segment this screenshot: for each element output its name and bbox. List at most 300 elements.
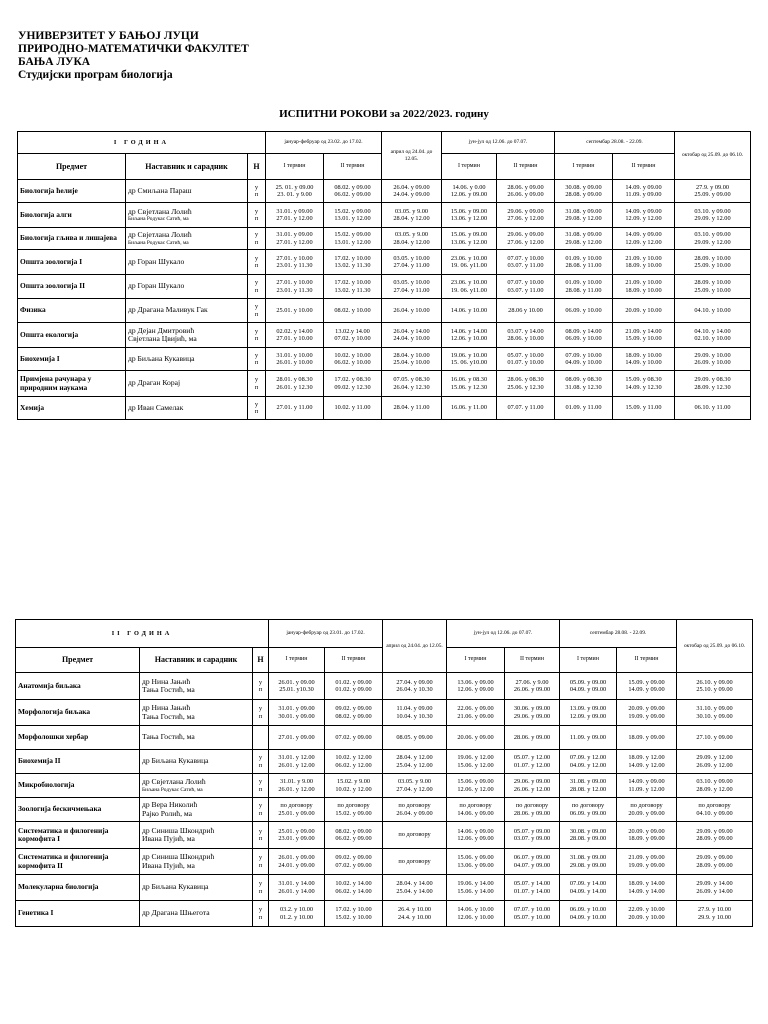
exam-date-line: 30.08. у 09.00	[565, 183, 602, 191]
exam-date-line: 07.07. у 11.00	[507, 404, 544, 412]
exam-date-line: 29.06. у 09.00	[507, 231, 544, 239]
exam-date-line: 12.09. у 12.00	[625, 215, 662, 222]
exam-date	[560, 849, 617, 875]
exam-date-line: 26.06. у 09.00	[507, 191, 544, 198]
exam-date-line: 27.06. у 12.00	[507, 238, 544, 246]
exam-date-line: 03.2. у 10.00	[279, 906, 314, 914]
teacher-name: др Свјетлана Лолић	[128, 230, 192, 240]
exam-date-line: 09.02. у 09.00	[335, 705, 372, 713]
exam-date	[555, 371, 613, 397]
exam-date-line: 27.9. у 09.00	[695, 183, 730, 191]
exam-date-line: 05.07. у 10.00	[513, 913, 551, 921]
exam-date-line: 19. 06. у11.00	[451, 286, 487, 294]
exam-date-line: 14.09. у 09.00	[625, 231, 662, 239]
exam-date-line: 21.09. у 09.00	[628, 854, 665, 862]
exam-date-line: 25.01. у 09.00	[278, 827, 315, 835]
exam-date-line: 14.09. у 12.30	[625, 383, 662, 391]
exam-date	[560, 774, 617, 798]
exam-date-line: 04.10. у 10.00	[694, 306, 731, 314]
faculty-name: ПРИРОДНО-МАТЕМАТИЧКИ ФАКУЛТЕТ	[18, 43, 249, 55]
exam-date-line: 07.02. у 09.00	[335, 733, 372, 741]
exam-date-line: 19. 06. у11.00	[451, 262, 487, 269]
exam-date	[269, 673, 325, 700]
table-row	[18, 275, 751, 299]
exam-date-line: 07.09. у 10.00	[565, 351, 602, 359]
exam-date-line: по договору	[698, 802, 731, 810]
exam-date-line: 26.01. у 14.00	[278, 887, 315, 895]
teaching-type-label: п	[258, 913, 263, 921]
exam-date-line: 20.09. у 10.00	[625, 306, 662, 314]
exam-date	[675, 348, 751, 371]
table-row	[16, 726, 753, 750]
exam-date	[324, 250, 382, 275]
exam-date	[325, 901, 383, 927]
subject-name: Општа зоологија II	[18, 275, 126, 299]
exam-date	[505, 822, 560, 849]
exam-date	[505, 774, 560, 798]
teacher-name: Ивана Пујић, ма	[142, 834, 195, 843]
exam-date-line: 06.09. у 10.00	[569, 906, 607, 914]
exam-date-line: 18.09. у 10.00	[625, 351, 662, 359]
exam-date	[442, 371, 497, 397]
exam-date	[505, 726, 560, 750]
exam-date	[325, 774, 383, 798]
period-header: октобар од 25.09. до 06.10.	[677, 620, 753, 673]
exam-date	[447, 798, 505, 822]
exam-date	[382, 397, 442, 420]
exam-date-line: 28.09. у 10.00	[694, 279, 731, 287]
exam-date-line: 28.01. у 08.30	[276, 376, 313, 384]
exam-date-line: 29.09. у 09.00	[696, 827, 733, 835]
exam-date	[266, 275, 324, 299]
exam-table-year-1	[17, 131, 751, 420]
exam-date	[617, 798, 677, 822]
table-row	[16, 822, 753, 849]
exam-date-line: 15.02. у 10.00	[335, 913, 372, 921]
exam-date-line: 15.06. у 12.30	[450, 383, 488, 391]
exam-date-line: 14.06. у 09.00	[457, 827, 494, 835]
table-row	[18, 323, 751, 348]
exam-date-line: 02.02. у 14.00	[276, 327, 313, 335]
exam-date	[505, 750, 560, 774]
exam-date-line: 15.06. у 09.00	[457, 778, 494, 786]
exam-date-line: 31.01. у 10.00	[276, 351, 313, 359]
exam-date-line: 03.10. у 09.00	[694, 231, 731, 239]
exam-date	[613, 348, 675, 371]
teaching-type	[253, 849, 269, 875]
exam-date-line: 27.04. у 09.00	[396, 678, 433, 686]
exam-date	[675, 250, 751, 275]
exam-date-line: 04.07. у 09.00	[513, 861, 551, 869]
exam-date-line: 15.06. у 09.00	[450, 231, 488, 239]
exam-date	[325, 798, 383, 822]
exam-date	[675, 397, 751, 420]
exam-date-line: 18.09. у 09.00	[628, 733, 665, 741]
exam-date-line: 25.04. у 12.00	[396, 761, 433, 769]
exam-date	[447, 750, 505, 774]
exam-date	[497, 275, 555, 299]
exam-date-line: 28.09. у 12.30	[694, 383, 731, 391]
exam-date-line: 14.06. у 10.00	[457, 906, 494, 914]
exam-date	[269, 726, 325, 750]
table-row	[18, 180, 751, 203]
exam-date-line: 29.09. у 12.00	[694, 238, 731, 246]
teacher-name: Тања Гостић, ма	[142, 711, 195, 721]
table-row	[18, 299, 751, 323]
teacher-name: др Горан Шукало	[128, 281, 185, 291]
exam-date-line: 01.09. у 10.00	[565, 279, 602, 287]
exam-date-line: 28.06. у 09.00	[507, 183, 544, 191]
exam-date	[560, 726, 617, 750]
exam-date-line: 26.09. у 10.00	[694, 359, 731, 366]
exam-date-line: 03.05. у 10.00	[393, 279, 430, 287]
exam-date-line: 27.04. у 11.00	[393, 286, 430, 294]
exam-date	[613, 275, 675, 299]
exam-date	[555, 180, 613, 203]
exam-date-line: 07.07. у 10.00	[507, 279, 544, 287]
exam-date	[447, 673, 505, 700]
column-header: I термин	[555, 154, 613, 180]
teaching-type-label: п	[254, 238, 259, 246]
exam-date-line: 13.02. у 11.30	[334, 286, 371, 294]
university-name: УНИВЕРЗИТЕТ У БАЊОЈ ЛУЦИ	[18, 30, 199, 42]
exam-date-line: 28.04. у 14.00	[396, 880, 433, 888]
exam-date-line: 01.09. у 11.00	[565, 404, 602, 412]
teaching-type-label: у	[258, 854, 263, 861]
teaching-type-label: п	[258, 809, 263, 817]
exam-date	[447, 875, 505, 901]
subject-name: Физика	[18, 299, 126, 323]
exam-date-line: 16.06. у 08.30	[450, 376, 488, 384]
table-row	[18, 228, 751, 250]
exam-date-line: 03.07. у 11.00	[507, 286, 544, 294]
exam-date-line: 17.02. у 10.00	[334, 254, 371, 262]
exam-date	[442, 323, 497, 348]
exam-date-line: 30.10. у 09.00	[696, 712, 733, 720]
exam-date-line: 19.09. у 09.00	[628, 861, 665, 869]
exam-date	[382, 299, 442, 323]
exam-date-line: 28.06 у 10.00	[508, 306, 543, 314]
exam-date-line: 03.07. у 14.00	[507, 327, 544, 335]
exam-date	[447, 849, 505, 875]
table-row	[16, 849, 753, 875]
exam-date	[617, 673, 677, 700]
exam-date-line: 14.09. у 10.00	[625, 359, 662, 366]
exam-date-line: 04.09. у 14.00	[569, 887, 607, 895]
exam-date-line: 20.09. у 10.00	[628, 913, 665, 921]
exam-date-line: 09.02. у 09.00	[335, 854, 372, 862]
exam-date	[447, 700, 505, 726]
exam-date-line: 27.01. у 11.00	[276, 404, 313, 412]
exam-date-line: 26.09. у 14.00	[696, 887, 733, 895]
teacher-name: Биљана Родукас Сатић, ма	[142, 786, 203, 793]
exam-date-line: 15.06. у 12.00	[457, 761, 494, 769]
exam-date	[269, 875, 325, 901]
subject-name: Генетика I	[16, 901, 140, 927]
exam-date-line: 20.09. у 09.00	[628, 827, 665, 835]
exam-date-line: 23.06. у 10.00	[450, 254, 488, 262]
period-header: јануар-фебруар од 23.01. до 17.02.	[269, 620, 383, 648]
table-row	[18, 397, 751, 420]
exam-date-line: 12.06. у 09.00	[450, 191, 488, 198]
exam-date-line: 14.09. у 09.00	[628, 686, 665, 693]
teacher-name: др Драган Корај	[128, 378, 181, 388]
exam-date-line: 03.05. у 10.00	[393, 254, 430, 262]
exam-date-line: 17.02. у 10.00	[335, 906, 372, 914]
exam-date-line: 18.09. у 09.00	[628, 835, 665, 842]
exam-date	[505, 700, 560, 726]
exam-date-line: 06.02. у 09.00	[334, 191, 371, 198]
exam-date-line: 18.09. у 10.00	[625, 262, 662, 269]
teaching-type-label: у	[258, 678, 263, 686]
exam-date-line: 28.08. у 09.00	[565, 191, 602, 198]
exam-date	[560, 901, 617, 927]
exam-date-line: по договору	[398, 802, 431, 810]
exam-date-line: 28.06. у 10.00	[507, 335, 544, 342]
teacher-name: Тања Гостић, ма	[142, 732, 195, 742]
exam-date	[505, 673, 560, 700]
teaching-type	[248, 348, 266, 371]
exam-date	[266, 299, 324, 323]
teacher-names	[126, 275, 248, 299]
teaching-type-label: п	[254, 335, 259, 342]
exam-date	[675, 371, 751, 397]
exam-date-line: 28.04. у 11.00	[393, 404, 430, 412]
exam-date-line: 01.07. у 14.00	[513, 887, 551, 895]
exam-date	[382, 180, 442, 203]
exam-date-line: 03.07. у 09.00	[513, 835, 551, 842]
exam-date-line: 25.09. у 09.00	[694, 191, 731, 198]
exam-date-line: 18.09. у 12.00	[628, 754, 665, 762]
exam-date-line: 27.9. у 10.00	[697, 906, 732, 914]
teaching-type	[253, 875, 269, 901]
exam-date-line: 31.08. у 09.00	[565, 207, 602, 215]
table-row	[16, 700, 753, 726]
column-header: I термин	[269, 648, 325, 673]
teaching-type	[253, 700, 269, 726]
exam-date-line: по договору	[280, 802, 313, 810]
subject-name: Анатомија биљака	[16, 673, 140, 700]
exam-date-line: 06.02. у 14.00	[335, 887, 372, 895]
exam-date	[675, 203, 751, 228]
exam-date	[266, 323, 324, 348]
exam-date	[617, 700, 677, 726]
exam-date	[447, 822, 505, 849]
exam-date	[382, 371, 442, 397]
exam-date-line: 03.05. у 9.00	[394, 207, 429, 215]
exam-date	[497, 180, 555, 203]
teacher-names	[140, 849, 253, 875]
exam-date-line: 13.02.у 14.00	[335, 327, 370, 335]
exam-date	[383, 700, 447, 726]
teaching-type	[248, 397, 266, 420]
exam-date	[269, 774, 325, 798]
exam-date	[497, 371, 555, 397]
exam-date-line: 26.04. у 14.00	[393, 327, 430, 335]
subject-name: Морфолошки хербар	[16, 726, 140, 750]
exam-date	[324, 371, 382, 397]
exam-date	[324, 228, 382, 250]
exam-date-line: 13.09. у 09.00	[569, 705, 607, 713]
exam-date	[555, 228, 613, 250]
table-row	[18, 371, 751, 397]
exam-date-line: 05.09. у 09.00	[569, 678, 607, 686]
column-header: I термин	[560, 648, 617, 673]
exam-date-line: 15.09. у 08.30	[625, 376, 662, 384]
exam-date-line: 29.09. у 10.00	[694, 351, 731, 359]
teacher-names	[126, 371, 248, 397]
column-header: Предмет	[18, 154, 126, 180]
exam-date-line: 11.09. у 09.00	[570, 733, 606, 741]
exam-date	[497, 228, 555, 250]
teacher-names	[140, 901, 253, 927]
subject-name: Молекуларна биологија	[16, 875, 140, 901]
exam-date	[382, 228, 442, 250]
teacher-name: др Синиша Шкондрић	[142, 852, 215, 862]
exam-date-line: 14.06. у 14.00	[450, 327, 488, 335]
teacher-name: др Смиљана Параш	[128, 185, 192, 195]
exam-date	[617, 901, 677, 927]
exam-date-line: 31.01. у 12.00	[278, 754, 315, 762]
exam-date	[560, 700, 617, 726]
exam-date	[266, 228, 324, 250]
teacher-names	[140, 726, 253, 750]
exam-date	[447, 774, 505, 798]
table-row	[18, 348, 751, 371]
exam-date	[383, 673, 447, 700]
exam-date	[560, 798, 617, 822]
exam-date-line: 23.01. у 09.00	[278, 835, 315, 842]
teacher-names	[126, 323, 248, 348]
exam-date-line: 03.10. у 09.00	[694, 207, 731, 215]
exam-date	[325, 673, 383, 700]
teaching-type-label: у	[254, 183, 259, 191]
exam-date	[325, 726, 383, 750]
exam-date-line: 03.07. у 11.00	[507, 262, 544, 269]
exam-date-line: 19.09. у 09.00	[628, 712, 665, 720]
exam-date-line: 26.04. у 10.30	[396, 686, 433, 693]
exam-date	[324, 397, 382, 420]
exam-date-line: 25.01. у10.30	[279, 686, 314, 693]
teacher-name: др Вера Николић	[142, 800, 198, 810]
exam-date	[617, 875, 677, 901]
exam-date-line: 14.09. у 12.00	[628, 761, 665, 769]
teaching-type-label: у	[254, 231, 259, 238]
exam-date-line: 07.05. у 08.30	[393, 376, 430, 384]
exam-date	[555, 397, 613, 420]
exam-date-line: 13.06. у 09.00	[457, 861, 494, 869]
exam-date-line: 01.09. у 10.00	[565, 254, 602, 262]
teaching-type	[248, 323, 266, 348]
exam-date-line: 12.09. у 09.00	[569, 712, 607, 720]
exam-date-line: 09.02. у 12.30	[334, 383, 371, 391]
exam-date-line: 08.02. у 09.00	[334, 183, 371, 191]
exam-date-line: 17.02. у 10.00	[334, 279, 371, 287]
exam-date	[497, 397, 555, 420]
exam-date-line: 20.09. у 09.00	[628, 705, 665, 713]
period-header: јануар-фебруар од 23.02. до 17.02.	[266, 132, 382, 154]
exam-date-line: 14.06. у 09.00	[457, 809, 494, 817]
exam-date	[613, 397, 675, 420]
teacher-name: др Синиша Шкондрић	[142, 825, 215, 835]
subject-name: Биохемија I	[18, 348, 126, 371]
exam-date	[675, 323, 751, 348]
teacher-name: др Нина Јањић	[142, 703, 191, 713]
exam-date	[677, 822, 753, 849]
exam-date-line: 29.9. у 10.00	[697, 913, 732, 921]
exam-date-line: 12.06. у 09.00	[457, 686, 494, 693]
exam-date-line: 22.09. у 10.00	[628, 906, 665, 914]
exam-date	[497, 348, 555, 371]
exam-date	[497, 250, 555, 275]
exam-date	[382, 323, 442, 348]
exam-date-line: 16.06. у 11.00	[451, 404, 487, 412]
exam-date	[555, 348, 613, 371]
exam-date	[383, 798, 447, 822]
exam-date	[555, 275, 613, 299]
subject-name: Биохемија II	[16, 750, 140, 774]
exam-date	[383, 849, 447, 875]
exam-date-line: 29.09. у 14.00	[696, 880, 733, 888]
exam-date-line: 13.06. у 09.00	[457, 678, 494, 686]
exam-date-line: 14.06. у 10.00	[450, 306, 488, 314]
exam-date-line: 15.06. у 14.00	[457, 887, 494, 895]
exam-date-line: 06.09. у 10.00	[565, 306, 602, 314]
teaching-type	[248, 275, 266, 299]
exam-date	[613, 228, 675, 250]
exam-date-line: 31.08. у 09.00	[565, 231, 602, 239]
exam-date	[266, 203, 324, 228]
exam-table-year-2	[15, 619, 753, 927]
exam-date-line: 29.06. у 09.00	[507, 207, 544, 215]
exam-date-line: 06.09. у 10.00	[565, 335, 602, 342]
exam-date	[677, 700, 753, 726]
exam-date-line: 25.04. у 14.00	[396, 887, 433, 895]
period-header: април од 24.04. до 12.05.	[383, 620, 447, 673]
exam-date	[560, 822, 617, 849]
exam-date-line: 26.06. у 12.00	[513, 785, 551, 793]
exam-date-line: 15.09. у 09.00	[628, 678, 665, 686]
exam-date-line: 24.4. у 10.00	[397, 913, 432, 921]
exam-date-line: 31.01. у 14.00	[278, 880, 315, 888]
teaching-type	[253, 901, 269, 927]
exam-date-line: 15.09. у 11.00	[625, 404, 662, 412]
teaching-type-label: п	[254, 359, 259, 366]
exam-date-line: 26.01. у 09.00	[278, 678, 315, 686]
exam-date	[325, 700, 383, 726]
institution-header	[18, 30, 249, 82]
exam-date-line: 08.05. у 09.00	[396, 733, 433, 741]
teaching-type-label: п	[254, 286, 259, 294]
exam-date	[442, 275, 497, 299]
exam-date-line: 28.06. у 09.00	[513, 733, 551, 741]
exam-date-line: 08.09. у 14.00	[565, 327, 602, 335]
table-row	[16, 901, 753, 927]
exam-date	[269, 849, 325, 875]
exam-date-line: 07.07. у 10.00	[513, 906, 551, 914]
exam-date	[325, 849, 383, 875]
column-header: II термин	[505, 648, 560, 673]
exam-date-line: 28.04. у 12.00	[393, 215, 430, 222]
exam-date-line: 29.09. у 09.00	[696, 854, 733, 862]
exam-date-line: 28.06. у 09.00	[513, 809, 551, 817]
exam-date-line: 15.06. у 09.00	[450, 207, 488, 215]
teacher-names	[126, 397, 248, 420]
exam-date-line: 06.07. у 09.00	[513, 854, 551, 862]
exam-date	[617, 774, 677, 798]
teacher-names	[140, 673, 253, 700]
column-header: I термин	[447, 648, 505, 673]
